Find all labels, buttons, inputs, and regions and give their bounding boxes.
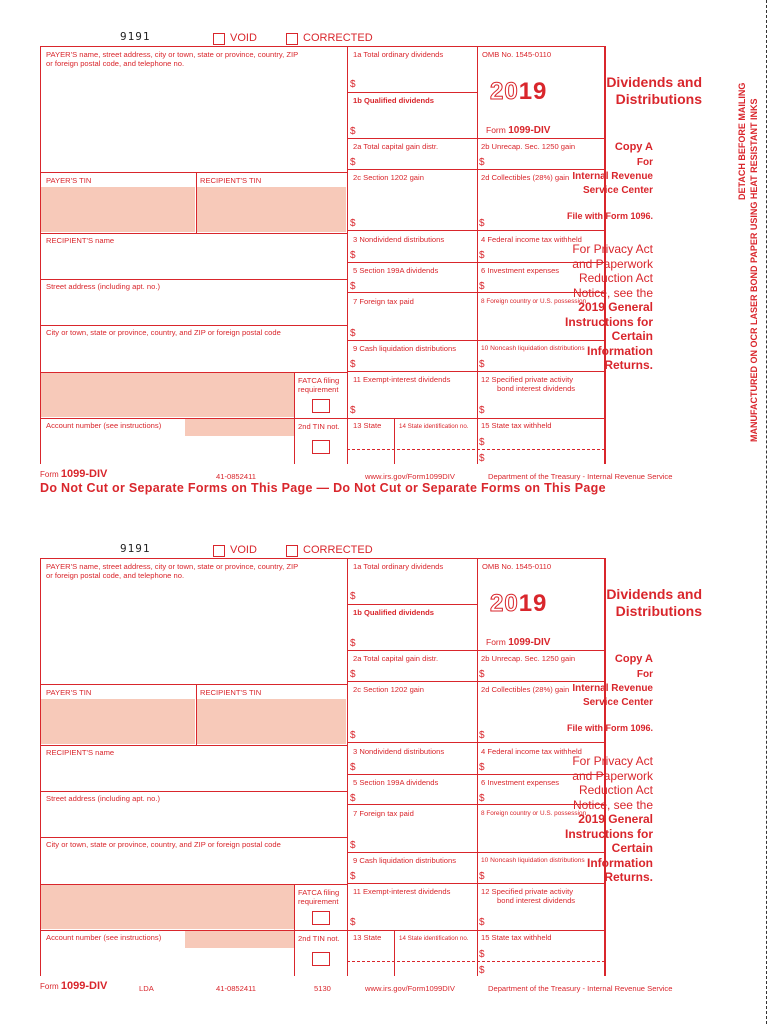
account-field[interactable]: [42, 436, 292, 463]
sidebar-line-2: MANUFACTURED ON OCR LASER BOND PAPER USING HEAT RESISTANT INKS: [749, 98, 759, 442]
box-4-dollar: $: [479, 762, 485, 773]
corrected-label: CORRECTED: [303, 544, 373, 556]
privacy-line-1: For Privacy Act: [572, 754, 653, 768]
street-field[interactable]: [42, 804, 345, 835]
void-checkbox[interactable]: [213, 33, 225, 45]
form-1099-div: [0, 0, 720, 481]
payer-name-label: PAYER'S name, street address, city or town, state or province, country, ZIP: [46, 562, 299, 571]
privacy-line-3: Reduction Act: [578, 783, 653, 797]
form-label: [486, 126, 550, 135]
box-5-label: 5 Section 199A dividends: [353, 778, 439, 787]
box-2c-dollar: $: [350, 730, 356, 741]
street-label: Street address (including apt. no.): [46, 794, 160, 803]
box-9-dollar: $: [350, 871, 356, 882]
account-field[interactable]: [42, 948, 292, 975]
omb-number: OMB No. 1545-0110: [482, 50, 552, 59]
box-14-field[interactable]: [396, 944, 476, 975]
box-7-dollar: $: [350, 840, 356, 851]
form-title-line-1: Dividends and: [606, 74, 702, 90]
box-12-field[interactable]: [487, 907, 604, 929]
fatca-checkbox[interactable]: [312, 911, 330, 925]
box-2c-field[interactable]: [358, 184, 476, 229]
footer-form-word: Form: [40, 982, 59, 991]
recipient-tin-field[interactable]: [197, 187, 346, 232]
recipient-tin-label: RECIPIENT'S TIN: [200, 688, 262, 697]
box-1b-field[interactable]: [358, 107, 476, 137]
box-15-dollar-1: $: [479, 437, 485, 448]
copy-for: For: [636, 157, 653, 168]
box-10-dollar: $: [479, 359, 485, 370]
account-shade: [185, 931, 294, 948]
box-12-dollar: $: [479, 917, 485, 928]
form-name: 1099-DIV: [508, 125, 551, 136]
sidebar: [736, 0, 766, 470]
account-label: Account number (see instructions): [46, 933, 162, 942]
box-6-label: 6 Investment expenses: [481, 778, 560, 787]
privacy-line-4: Notice, see the: [572, 797, 653, 812]
payer-tin-label: PAYER'S TIN: [46, 176, 92, 185]
box-11-field[interactable]: [358, 386, 476, 417]
box-1a-label: 1a Total ordinary dividends: [353, 562, 444, 571]
shaded-area: [41, 885, 294, 929]
box-1b-label: 1b Qualified dividends: [353, 608, 435, 617]
box-3-dollar: $: [350, 762, 356, 773]
box-11-label: 11 Exempt-interest dividends: [353, 375, 451, 384]
privacy-line-5: 2019 General: [578, 300, 653, 314]
copy-center-2: Service Center: [582, 697, 653, 708]
form-code: 9191: [120, 30, 151, 43]
box-12-label: 12 Specified private activity: [481, 375, 574, 384]
privacy-line-6: Instructions for: [564, 314, 653, 329]
form-title-line-2: Distributions: [615, 603, 702, 619]
copy-a: Copy A: [614, 653, 653, 665]
privacy-line-5: 2019 General: [578, 812, 653, 826]
recipient-tin-field[interactable]: [197, 699, 346, 744]
second-tin-checkbox[interactable]: [312, 952, 330, 966]
box-3-field[interactable]: [358, 245, 476, 261]
box-2a-dollar: $: [350, 157, 356, 168]
box-12-label-2: bond interest dividends: [497, 384, 576, 393]
box-11-field[interactable]: [358, 898, 476, 929]
void-label: VOID: [230, 32, 257, 44]
file-with: File with Form 1096.: [566, 723, 653, 733]
box-13-label: 13 State: [353, 421, 382, 430]
box-8-label: 8 Foreign country or U.S. possession: [481, 298, 587, 305]
box-15-dollar-2: $: [479, 453, 485, 464]
form-title-line-1: Dividends and: [606, 586, 702, 602]
footer-url: www.irs.gov/Form1099DIV: [365, 472, 455, 481]
fatca-label: FATCA filing: [298, 376, 340, 385]
copy-center-1: Internal Revenue: [572, 683, 653, 694]
fatca-label: FATCA filing: [298, 888, 340, 897]
footer-form: [40, 981, 107, 992]
box-11-dollar: $: [350, 917, 356, 928]
box-2a-label: 2a Total capital gain distr.: [353, 654, 439, 663]
recipient-name-field[interactable]: [42, 246, 345, 277]
box-14-label: 14 State identification no.: [399, 935, 469, 942]
corrected-checkbox[interactable]: [286, 545, 298, 557]
corrected-checkbox[interactable]: [286, 33, 298, 45]
box-15-dollar-1: $: [479, 949, 485, 960]
privacy-line-3: Reduction Act: [578, 271, 653, 285]
box-6-dollar: $: [479, 793, 485, 804]
box-7-label: 7 Foreign tax paid: [353, 809, 414, 818]
box-2d-label: 2d Collectibles (28%) gain: [481, 685, 570, 694]
footer-cat-no: 41-0852411: [216, 472, 256, 481]
box-1a-field[interactable]: [358, 62, 476, 91]
box-8-label: 8 Foreign country or U.S. possession: [481, 810, 587, 817]
form-code: 9191: [120, 542, 151, 555]
box-13-field[interactable]: [349, 944, 393, 975]
tax-year-prefix: 20: [490, 78, 519, 105]
city-label: City or town, state or province, country, and ZIP or foreign postal code: [46, 840, 281, 849]
payer-name-field[interactable]: [42, 70, 345, 170]
privacy-line-7: Certain: [611, 329, 653, 343]
footer-lda: LDA: [139, 984, 154, 993]
privacy-line-6: Instructions for: [564, 826, 653, 841]
box-3-label: 3 Nondividend distributions: [353, 747, 445, 756]
box-6-label: 6 Investment expenses: [481, 266, 560, 275]
form-word: Form: [486, 125, 506, 135]
box-2c-dollar: $: [350, 218, 356, 229]
box-4-label: 4 Federal income tax withheld: [481, 235, 582, 244]
form-title: [606, 586, 702, 620]
box-2b-label: 2b Unrecap. Sec. 1250 gain: [481, 654, 576, 663]
box-1a-field[interactable]: [358, 574, 476, 603]
privacy-line-8: Information: [587, 343, 653, 358]
box-2a-field[interactable]: [358, 152, 476, 168]
box-1a-dollar: $: [350, 591, 356, 602]
box-2c-label: 2c Section 1202 gain: [353, 173, 424, 182]
fatca-label-2: requirement: [298, 385, 339, 394]
privacy-line-2: and Paperwork: [572, 768, 653, 783]
tax-year: [490, 590, 547, 618]
copy-center-1: Internal Revenue: [572, 171, 653, 182]
void-label: VOID: [230, 544, 257, 556]
recipient-tin-label: RECIPIENT'S TIN: [200, 176, 262, 185]
city-field[interactable]: [42, 338, 345, 370]
box-1a-dollar: $: [350, 79, 356, 90]
account-shade: [185, 419, 294, 436]
cut-line-notice: Do Not Cut or Separate Forms on This Page — Do Not Cut or Separate Forms on This Page: [40, 481, 606, 495]
form-name: 1099-DIV: [508, 637, 551, 648]
box-13-label: 13 State: [353, 933, 382, 942]
copy-a: Copy A: [614, 141, 653, 153]
form-title: [606, 74, 702, 108]
form-label: [486, 638, 550, 647]
box-2b-label: 2b Unrecap. Sec. 1250 gain: [481, 142, 576, 151]
box-12-dollar: $: [479, 405, 485, 416]
privacy-notice: [565, 242, 653, 373]
payer-tin-label: PAYER'S TIN: [46, 688, 92, 697]
footer-form-name: 1099-DIV: [60, 468, 108, 480]
box-1b-dollar: $: [350, 638, 356, 649]
box-5-dollar: $: [350, 281, 356, 292]
recipient-name-label: RECIPIENT'S name: [46, 236, 115, 245]
box-2d-dollar: $: [479, 218, 485, 229]
shaded-area: [41, 373, 294, 417]
footer-form: [40, 469, 107, 480]
payer-name-label: PAYER'S name, street address, city or town, state or province, country, ZIP: [46, 50, 299, 59]
form-title-line-2: Distributions: [615, 91, 702, 107]
footer-dept: Department of the Treasury - Internal Revenue Service: [488, 984, 673, 993]
box-9-dollar: $: [350, 359, 356, 370]
box-2d-label: 2d Collectibles (28%) gain: [481, 173, 570, 182]
box-9-field[interactable]: [358, 354, 476, 370]
city-label: City or town, state or province, country, and ZIP or foreign postal code: [46, 328, 281, 337]
box-15-dollar-2: $: [479, 965, 485, 976]
box-1b-label: 1b Qualified dividends: [353, 96, 435, 105]
payer-tin-field[interactable]: [41, 699, 195, 744]
footer-url: www.irs.gov/Form1099DIV: [365, 984, 455, 993]
box-2b-field[interactable]: [487, 152, 604, 168]
second-tin-checkbox[interactable]: [312, 440, 330, 454]
footer-code: 5130: [314, 984, 331, 993]
form-word: Form: [486, 637, 506, 647]
box-15-field[interactable]: [487, 944, 604, 975]
box-13-field[interactable]: [349, 432, 393, 463]
box-1b-field[interactable]: [358, 619, 476, 649]
box-3-field[interactable]: [358, 757, 476, 773]
corrected-label: CORRECTED: [303, 32, 373, 44]
form-1099-div: [0, 512, 720, 993]
privacy-line-1: For Privacy Act: [572, 242, 653, 256]
payer-name-label-2: or foreign postal code, and telephone no.: [46, 571, 185, 580]
sidebar-line-1: DETACH BEFORE MAILING: [737, 82, 747, 200]
file-with: File with Form 1096.: [566, 211, 653, 221]
box-7-label: 7 Foreign tax paid: [353, 297, 414, 306]
box-2a-dollar: $: [350, 669, 356, 680]
box-15-field[interactable]: [487, 432, 604, 463]
box-2c-label: 2c Section 1202 gain: [353, 685, 424, 694]
box-2c-field[interactable]: [358, 696, 476, 741]
footer-form-name: 1099-DIV: [60, 980, 108, 992]
box-9-label: 9 Cash liquidation distributions: [353, 344, 456, 353]
box-12-label: 12 Specified private activity: [481, 887, 574, 896]
box-7-dollar: $: [350, 328, 356, 339]
box-5-label: 5 Section 199A dividends: [353, 266, 439, 275]
street-field[interactable]: [42, 292, 345, 323]
box-4-dollar: $: [479, 250, 485, 261]
tin2-label: 2nd TIN not.: [298, 934, 340, 943]
box-2d-dollar: $: [479, 730, 485, 741]
box-3-label: 3 Nondividend distributions: [353, 235, 445, 244]
box-14-label: 14 State identification no.: [399, 423, 469, 430]
privacy-line-8: Information: [587, 855, 653, 870]
tax-year: [490, 78, 547, 106]
box-11-dollar: $: [350, 405, 356, 416]
box-2a-label: 2a Total capital gain distr.: [353, 142, 439, 151]
box-10-dollar: $: [479, 871, 485, 882]
recipient-name-field[interactable]: [42, 758, 345, 789]
box-7-field[interactable]: [358, 308, 476, 339]
box-3-dollar: $: [350, 250, 356, 261]
city-field[interactable]: [42, 850, 345, 882]
perforation-line: [766, 0, 767, 1024]
fatca-checkbox[interactable]: [312, 399, 330, 413]
footer-cat-no: 41-0852411: [216, 984, 256, 993]
payer-name-field[interactable]: [42, 582, 345, 682]
privacy-line-4: Notice, see the: [572, 285, 653, 300]
tin2-label: 2nd TIN not.: [298, 422, 340, 431]
recipient-name-label: RECIPIENT'S name: [46, 748, 115, 757]
box-2b-dollar: $: [479, 157, 485, 168]
box-7-field[interactable]: [358, 820, 476, 851]
box-1a-label: 1a Total ordinary dividends: [353, 50, 444, 59]
box-1b-dollar: $: [350, 126, 356, 137]
box-15-label: 15 State tax withheld: [481, 933, 552, 942]
void-checkbox[interactable]: [213, 545, 225, 557]
box-10-label: 10 Noncash liquidation distributions: [481, 345, 585, 352]
box-9-field[interactable]: [358, 866, 476, 882]
street-label: Street address (including apt. no.): [46, 282, 160, 291]
payer-name-label-2: or foreign postal code, and telephone no.: [46, 59, 185, 68]
box-4-label: 4 Federal income tax withheld: [481, 747, 582, 756]
privacy-notice: [565, 754, 653, 885]
omb-number: OMB No. 1545-0110: [482, 562, 552, 571]
footer-form-word: Form: [40, 470, 59, 479]
tax-year-suffix: 19: [518, 590, 548, 617]
box-2b-dollar: $: [479, 669, 485, 680]
box-14-field[interactable]: [396, 432, 476, 463]
box-2b-field[interactable]: [487, 664, 604, 680]
footer-dept: Department of the Treasury - Internal Revenue Service: [488, 472, 673, 481]
account-label: Account number (see instructions): [46, 421, 162, 430]
box-12-field[interactable]: [487, 395, 604, 417]
box-5-dollar: $: [350, 793, 356, 804]
box-15-label: 15 State tax withheld: [481, 421, 552, 430]
box-11-label: 11 Exempt-interest dividends: [353, 887, 451, 896]
tax-year-suffix: 19: [518, 78, 548, 105]
privacy-line-7: Certain: [611, 841, 653, 855]
copy-for: For: [636, 669, 653, 680]
tax-year-prefix: 20: [490, 590, 519, 617]
privacy-line-9: Returns.: [604, 870, 653, 884]
box-10-label: 10 Noncash liquidation distributions: [481, 857, 585, 864]
box-2a-field[interactable]: [358, 664, 476, 680]
box-6-dollar: $: [479, 281, 485, 292]
box-5-field[interactable]: [358, 788, 476, 803]
box-12-label-2: bond interest dividends: [497, 896, 576, 905]
privacy-line-9: Returns.: [604, 358, 653, 372]
box-5-field[interactable]: [358, 276, 476, 291]
copy-center-2: Service Center: [582, 185, 653, 196]
box-9-label: 9 Cash liquidation distributions: [353, 856, 456, 865]
privacy-line-2: and Paperwork: [572, 256, 653, 271]
payer-tin-field[interactable]: [41, 187, 195, 232]
fatca-label-2: requirement: [298, 897, 339, 906]
